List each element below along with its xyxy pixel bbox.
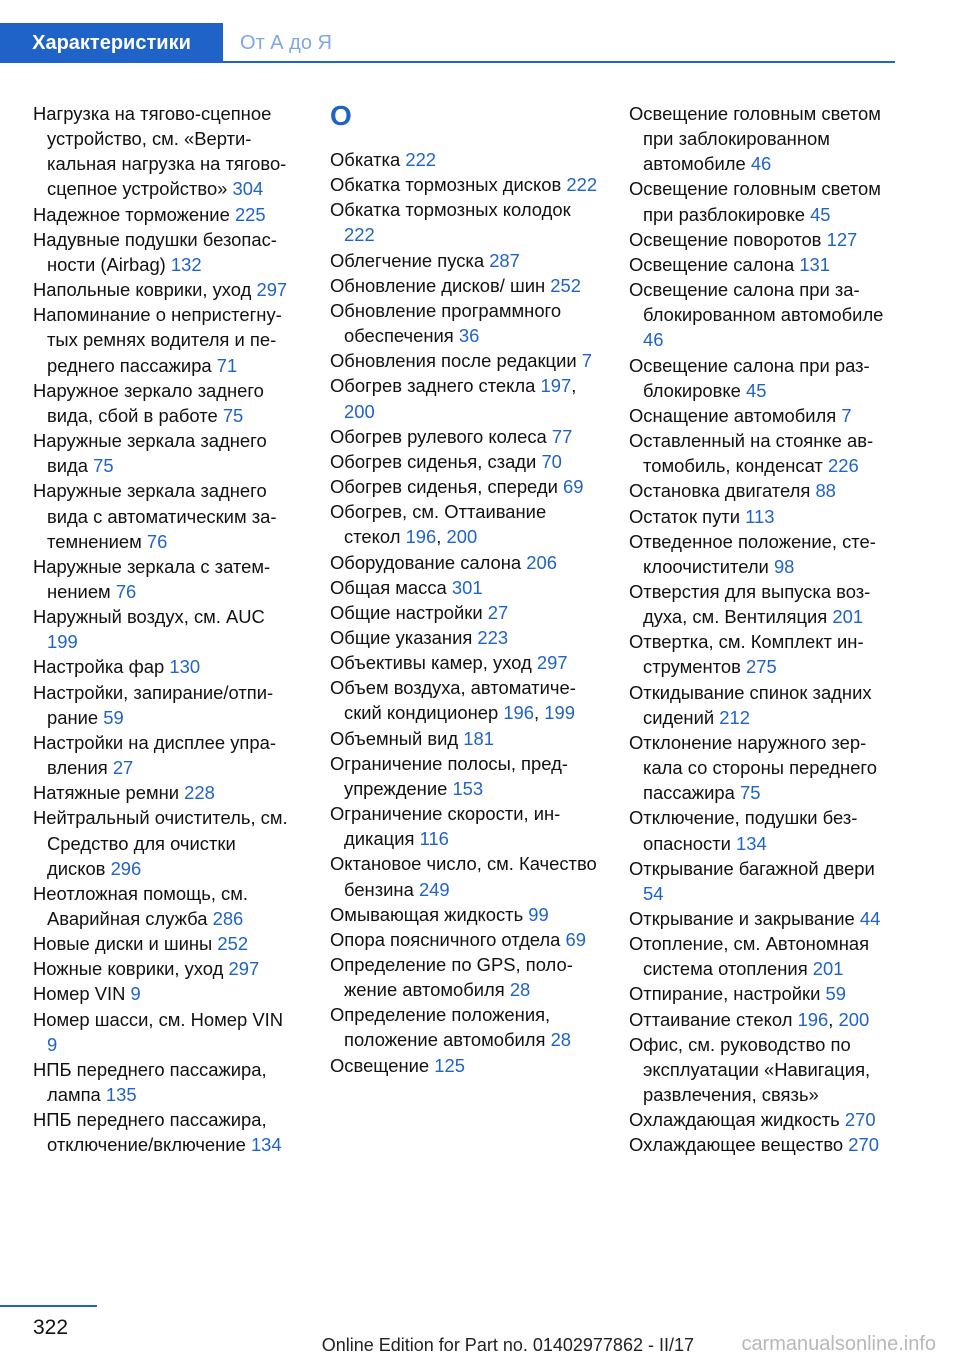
- page-link[interactable]: 113: [745, 505, 775, 527]
- entry-text: Опора поясничного отдела: [330, 928, 561, 950]
- index-entry: [33, 227, 298, 277]
- entry-text: Обогрев рулевого колеса: [330, 425, 547, 447]
- entry-text: Общие указания: [330, 626, 473, 648]
- entry-text: Обновление дисков/ шин: [330, 274, 546, 296]
- index-entry: [629, 529, 899, 579]
- index-entry: [330, 424, 600, 449]
- page-link[interactable]: 7: [841, 404, 852, 426]
- index-entry: [33, 730, 298, 780]
- index-entry: [330, 248, 600, 273]
- page-link[interactable]: 76: [115, 580, 137, 602]
- index-entry: [330, 1053, 600, 1078]
- index-entry: [33, 604, 298, 654]
- page-link[interactable]: 199: [47, 631, 78, 653]
- page-link[interactable]: 70: [541, 450, 562, 472]
- index-entry: [330, 851, 600, 901]
- index-entry: [330, 927, 600, 952]
- page-link[interactable]: 28: [509, 979, 531, 1001]
- page-number: 322: [33, 1316, 69, 1339]
- index-entry: [330, 197, 600, 247]
- entry-text: НПБ переднего пассажира, лампа: [33, 1058, 267, 1106]
- tab-characteristics[interactable]: Характеристики: [0, 23, 223, 63]
- index-entry: [330, 147, 600, 172]
- entry-text: Остаток пути: [629, 505, 740, 527]
- index-entry: [629, 931, 899, 981]
- page-link[interactable]: 212: [719, 706, 750, 728]
- site-watermark: carmanualsonline.info: [741, 1333, 936, 1355]
- index-entry: [330, 801, 600, 851]
- entry-text: Обогрев сиденья, сзади: [330, 450, 537, 472]
- index-entry: [33, 956, 298, 981]
- page-link[interactable]: 45: [810, 203, 831, 225]
- entry-text: Объем воздуха, автоматический кондиционер: [330, 677, 576, 724]
- entry-text: Омывающая жидкость: [330, 903, 524, 925]
- index-entry: [33, 881, 298, 931]
- page-link[interactable]: 130: [169, 656, 201, 678]
- entry-text: Обкатка: [330, 149, 401, 170]
- page-link[interactable]: 228: [184, 782, 215, 804]
- index-column-3: [629, 101, 899, 1158]
- page-link[interactable]: 36: [458, 325, 480, 347]
- entry-text: Нейтральный очиститель, см. Средство для очистки дисков: [33, 807, 288, 879]
- entry-text: Освещение головным светом при заблокированном автомобиле: [629, 103, 881, 175]
- index-entry: [33, 1057, 298, 1107]
- page-link[interactable]: 69: [565, 928, 586, 950]
- entry-text: Надувные подушки безопасности (Airbag): [33, 228, 277, 275]
- entry-text: Освещение салона при заблокированном автомобиле: [629, 279, 884, 326]
- index-entry: [629, 856, 899, 906]
- entry-text: Определение положения, положение автомобиля: [330, 1004, 551, 1051]
- entry-text: Освещение поворотов: [629, 228, 822, 250]
- page-link[interactable]: 99: [528, 903, 549, 925]
- page-link[interactable]: 59: [103, 706, 124, 728]
- index-entry: [330, 1002, 600, 1052]
- index-entry: [33, 680, 298, 730]
- index-entry: [330, 650, 600, 675]
- page-link[interactable]: 222: [405, 149, 437, 170]
- entry-text: Обкатка тормозных дисков: [330, 174, 562, 196]
- entry-text: Определение по GPS, положение автомобиля: [330, 954, 573, 1001]
- page-link[interactable]: 75: [222, 404, 244, 426]
- page-link[interactable]: 301: [451, 576, 483, 598]
- page-link[interactable]: 200: [344, 400, 375, 422]
- entry-text: Ограничение скорости, индикация: [330, 803, 561, 850]
- page-link[interactable]: 46: [643, 329, 664, 351]
- index-entry: [629, 504, 899, 529]
- footer-divider: [0, 1305, 97, 1307]
- page-link[interactable]: 304: [232, 178, 264, 200]
- page-link[interactable]: 201: [812, 958, 844, 980]
- index-entry: [33, 302, 298, 377]
- index-entry: [629, 579, 899, 629]
- page-link[interactable]: 77: [551, 425, 573, 447]
- page-link[interactable]: 296: [110, 857, 142, 879]
- page-link[interactable]: 206: [526, 551, 557, 573]
- page-link[interactable]: 69: [563, 476, 584, 498]
- index-entry: [33, 780, 298, 805]
- page-link[interactable]: 44: [859, 908, 881, 929]
- page-link[interactable]: 28: [550, 1029, 572, 1051]
- entry-text: Оснащение автомобиля: [629, 404, 837, 426]
- page-link[interactable]: 297: [228, 958, 260, 980]
- entry-text: Общая масса: [330, 576, 447, 598]
- entry-text: Освещение: [330, 1054, 430, 1076]
- index-entry: [629, 403, 899, 428]
- entry-text: Номер VIN: [33, 983, 126, 1005]
- index-entry: [629, 805, 899, 855]
- index-entry: [330, 952, 600, 1002]
- page-link[interactable]: 252: [217, 933, 249, 955]
- page-link[interactable]: 71: [216, 354, 238, 376]
- entry-text: Отверстия для выпуска воздуха, см. Вентиляция: [629, 580, 871, 628]
- entry-text: Охлаждающее вещество: [629, 1134, 844, 1156]
- page-link[interactable]: 59: [825, 983, 846, 1005]
- index-entry: [629, 981, 899, 1006]
- page-link[interactable]: 132: [170, 253, 202, 275]
- page-link[interactable]: 286: [212, 908, 244, 929]
- entry-text: Оставленный на стоянке автомобиль, конденсат: [629, 430, 874, 477]
- page-link[interactable]: 27: [112, 757, 134, 779]
- page-link[interactable]: 201: [832, 606, 864, 628]
- index-column-1: [33, 101, 298, 1158]
- page-link[interactable]: 125: [434, 1054, 465, 1076]
- index-entry: [629, 1132, 899, 1157]
- header-divider: [0, 61, 895, 63]
- edition-note: Online Edition for Part no. 01402977862 - II/17: [321, 1335, 694, 1355]
- entry-text: Новые диски и шины: [33, 933, 213, 955]
- entry-text: Отклонение наружного зеркала со стороны переднего пассажира: [629, 731, 877, 804]
- entry-text: Открывание багажной двери: [629, 857, 875, 879]
- page-link[interactable]: 88: [815, 480, 836, 502]
- tab-a-to-z[interactable]: От А до Я: [240, 31, 332, 54]
- section-letter: О: [330, 100, 352, 131]
- index-entry: [629, 730, 899, 805]
- page-link[interactable]: 134: [250, 1134, 282, 1156]
- index-entry: [330, 751, 600, 801]
- index-entry: [33, 931, 298, 956]
- page-link[interactable]: 7: [581, 350, 592, 372]
- page-link[interactable]: 226: [827, 455, 859, 477]
- index-entry: [33, 805, 298, 880]
- entry-text: Освещение салона при разблокировке: [629, 354, 870, 401]
- index-entry: [629, 906, 899, 931]
- entry-text: Наружные зеркала заднего вида: [33, 430, 267, 477]
- page-link[interactable]: 54: [643, 882, 664, 904]
- index-entry: [629, 680, 899, 730]
- index-entry: [330, 172, 600, 197]
- entry-text: Обкатка тормозных колодок: [330, 199, 571, 221]
- page-link[interactable]: 46: [750, 153, 772, 175]
- index-entry: [629, 428, 899, 478]
- page-link[interactable]: 222: [566, 174, 598, 196]
- page-link[interactable]: 75: [739, 782, 761, 804]
- entry-text: НПБ переднего пассажира, отключение/включение: [33, 1109, 267, 1156]
- index-entry: [330, 298, 600, 348]
- page-link[interactable]: 297: [536, 652, 568, 674]
- index-column-2: [330, 101, 600, 1078]
- entry-text: Настройки, запирание/отпирание: [33, 681, 274, 728]
- index-entry: Оттаивание стекол 196, 200: [629, 1008, 870, 1030]
- index-entry: [33, 478, 298, 553]
- entry-text: Неотложная помощь, см. Аварийная служба: [33, 882, 249, 929]
- index-entry: [33, 378, 298, 428]
- index-entry: [330, 273, 600, 298]
- index-entry: [629, 176, 899, 226]
- entry-text: Октановое число, см. Качество бензина: [330, 853, 597, 900]
- index-entry: Объем воздуха, автоматический кондиционер 196, 199: [330, 677, 576, 724]
- page-link[interactable]: 153: [452, 777, 484, 799]
- index-entry: [330, 726, 600, 751]
- page-link[interactable]: 75: [93, 455, 114, 477]
- index-entry: [330, 902, 600, 927]
- entry-text: Освещение салона: [629, 253, 795, 275]
- index-entry: [330, 600, 600, 625]
- index-entry: [629, 478, 899, 503]
- entry-text: Отвертка, см. Комплект инструментов: [629, 631, 864, 678]
- page-link[interactable]: 27: [487, 601, 509, 623]
- entry-text: Отключение, подушки безопасности: [629, 807, 858, 854]
- entry-text: Натяжные ремни: [33, 782, 180, 804]
- page-link[interactable]: 270: [844, 1109, 876, 1131]
- page-link[interactable]: 134: [736, 832, 767, 854]
- entry-text: Охлаждающая жидкость: [629, 1109, 840, 1131]
- entry-text: Отведенное положение, стеклоочистители: [629, 530, 876, 577]
- entry-text: Объемный вид: [330, 727, 459, 749]
- index-entry: [33, 428, 298, 478]
- index-entry: [330, 625, 600, 650]
- page-link[interactable]: 222: [344, 224, 375, 246]
- entry-text: Оттаивание стекол: [629, 1008, 793, 1030]
- page-link[interactable]: 252: [550, 274, 581, 296]
- index-entry: [629, 227, 899, 252]
- entry-text: Обновление программного обеспечения: [330, 299, 562, 347]
- index-entry: [629, 101, 899, 176]
- index-entry: [330, 575, 600, 600]
- entry-text: Наружное зеркало заднего вида, сбой в работе: [33, 379, 264, 426]
- page-link[interactable]: 76: [146, 530, 168, 552]
- entry-text: Настройки на дисплее управления: [33, 731, 276, 779]
- index-entry: [33, 1107, 298, 1157]
- entry-text: Открывание и закрывание: [629, 908, 855, 929]
- page-link[interactable]: 196: [503, 702, 534, 724]
- index-entry: [33, 981, 298, 1006]
- entry-text: Отпирание, настройки: [629, 983, 821, 1005]
- index-entry: [330, 550, 600, 575]
- page-link[interactable]: 196: [797, 1008, 829, 1030]
- index-entry: [330, 474, 600, 499]
- entry-text: Номер шасси, см. Номер VIN: [33, 1008, 284, 1030]
- page-link[interactable]: 225: [234, 203, 266, 225]
- index-entry: [330, 348, 600, 373]
- index-entry: Обогрев, см. Оттаивание стекол 196, 200: [330, 501, 547, 548]
- page-link[interactable]: 200: [838, 1008, 870, 1030]
- entry-text: Общие настройки: [330, 601, 483, 623]
- page-header: [0, 0, 960, 68]
- index-entry: [33, 101, 298, 202]
- index-entry: [629, 1107, 899, 1132]
- entry-text: Объективы камер, уход: [330, 652, 532, 674]
- page-link[interactable]: 98: [773, 555, 795, 577]
- page-link[interactable]: 223: [477, 626, 509, 648]
- entry-text: Отопление, см. Автономная система отопления: [629, 933, 870, 980]
- page-link[interactable]: 270: [848, 1134, 879, 1156]
- page-link[interactable]: 9: [47, 1033, 58, 1055]
- entry-text: Оборудование салона: [330, 551, 522, 573]
- page-link[interactable]: 297: [256, 279, 288, 301]
- entry-text: Освещение головным светом при разблокировке: [629, 178, 881, 225]
- page-link[interactable]: 275: [746, 656, 777, 678]
- entry-text: Ограничение полосы, предупреждение: [330, 752, 568, 799]
- index-entry: [330, 449, 600, 474]
- page-link[interactable]: 200: [446, 526, 478, 548]
- page-link[interactable]: 249: [418, 878, 450, 900]
- entry-text: Нагрузка на тягово-сцепное устройство, см. «Вертикальная нагрузка на тягово-сцепное устройство»: [33, 103, 287, 200]
- index-entry: [33, 202, 298, 227]
- page-link[interactable]: 9: [130, 983, 141, 1005]
- entry-text: Наружные зеркала с затемнением: [33, 555, 271, 602]
- page-link[interactable]: 199: [544, 702, 575, 724]
- page-link[interactable]: 196: [405, 526, 437, 548]
- index-entry: [33, 654, 298, 679]
- index-entry: [629, 353, 899, 403]
- entry-text: Облегчение пуска: [330, 249, 485, 271]
- entry-text: Наружные зеркала заднего вида с автоматическим затемнением: [33, 480, 277, 552]
- index-entry: [33, 277, 298, 302]
- page-link[interactable]: 197: [540, 375, 572, 397]
- index-entry: [33, 1007, 298, 1057]
- page-link[interactable]: 181: [463, 727, 494, 749]
- entry-text: Настройка фар: [33, 656, 165, 678]
- entry-text: Обогрев сиденья, спереди: [330, 476, 558, 498]
- entry-text: Остановка двигателя: [629, 480, 811, 502]
- page-link[interactable]: 45: [746, 379, 767, 401]
- page-link[interactable]: 127: [826, 228, 858, 250]
- page-link[interactable]: 135: [105, 1084, 137, 1106]
- entry-text: Надежное торможение: [33, 203, 230, 225]
- index-entry: Обогрев заднего стекла 197, 200: [330, 375, 577, 422]
- index-entry: [629, 629, 899, 679]
- entry-text: Обогрев заднего стекла: [330, 375, 536, 397]
- index-entry: [629, 277, 899, 352]
- entry-text: Обновления после редакции: [330, 350, 577, 372]
- entry-text: Обогрев, см. Оттаивание стекол: [330, 501, 547, 548]
- entry-text: Ножные коврики, уход: [33, 958, 224, 980]
- page-link[interactable]: 131: [799, 253, 830, 275]
- entry-text: Наружный воздух, см. AUC: [33, 606, 265, 628]
- entry-text: Офис, см. руководство по эксплуатации «Навигация, развлечения, связь»: [629, 1033, 871, 1106]
- page-link[interactable]: 287: [489, 249, 520, 271]
- entry-text: Откидывание спинок задних сидений: [629, 681, 872, 728]
- entry-text: Напоминание о непристегнутых ремнях водителя и переднего пассажира: [33, 304, 282, 376]
- index-entry: [33, 554, 298, 604]
- index-entry: [629, 1032, 899, 1107]
- page-link[interactable]: 116: [419, 828, 449, 850]
- entry-text: Напольные коврики, уход: [33, 279, 252, 301]
- index-entry: [629, 252, 899, 277]
